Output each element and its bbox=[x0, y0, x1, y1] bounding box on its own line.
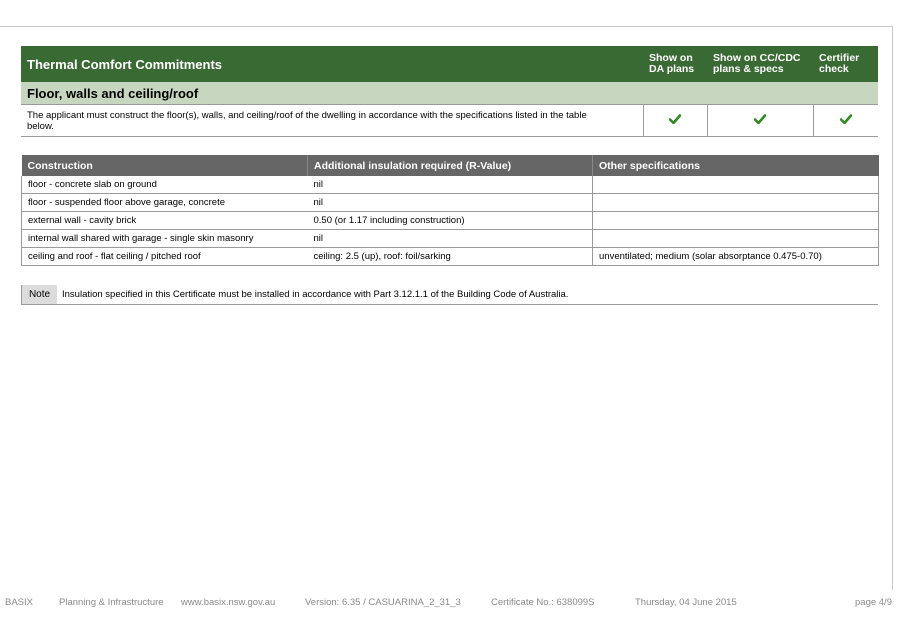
subheading: Floor, walls and ceiling/roof bbox=[21, 82, 878, 105]
footer-certificate-number: Certificate No.: 638099S bbox=[491, 597, 595, 608]
table-row bbox=[22, 194, 879, 212]
construction-cell: floor - concrete slab on ground bbox=[22, 176, 308, 194]
commitments-header-row bbox=[21, 46, 878, 82]
table-row bbox=[22, 176, 879, 194]
table-row bbox=[22, 230, 879, 248]
insulation-cell: nil bbox=[308, 194, 593, 212]
col-certifier-check: Certifier check bbox=[813, 46, 878, 82]
construction-cell: floor - suspended floor above garage, concrete bbox=[22, 194, 308, 212]
insulation-cell: 0.50 (or 1.17 including construction) bbox=[308, 212, 593, 230]
construction-cell: ceiling and roof - flat ceiling / pitched roof bbox=[22, 248, 308, 266]
header-construction: Construction bbox=[22, 155, 308, 176]
commitment-description: The applicant must construct the floor(s), walls, and ceiling/roof of the dwelling in accordance with the specifications listed in the table below. bbox=[21, 105, 643, 137]
construction-table bbox=[21, 155, 879, 266]
page-border-right bbox=[892, 26, 893, 590]
header-other-specifications: Other specifications bbox=[593, 155, 879, 176]
footer-date: Thursday, 04 June 2015 bbox=[635, 597, 737, 608]
section-title: Thermal Comfort Commitments bbox=[21, 46, 643, 82]
note-label: Note bbox=[21, 285, 57, 304]
col-show-on-cc-cdc-plans: Show on CC/CDC plans & specs bbox=[707, 46, 813, 82]
note-box bbox=[21, 285, 878, 305]
footer-version: Version: 6.35 / CASUARINA_2_31_3 bbox=[305, 597, 461, 608]
commitments-body-row bbox=[21, 105, 878, 137]
page-border-top bbox=[0, 26, 893, 27]
footer-department: Planning & Infrastructure bbox=[59, 597, 164, 608]
construction-header-row bbox=[22, 155, 879, 176]
table-row bbox=[22, 212, 879, 230]
insulation-cell: nil bbox=[308, 176, 593, 194]
other-spec-cell bbox=[593, 176, 879, 194]
cc-plans-check-cell bbox=[707, 105, 813, 137]
check-icon bbox=[754, 114, 766, 124]
certifier-check-cell bbox=[813, 105, 878, 137]
col-show-on-da-plans: Show on DA plans bbox=[643, 46, 707, 82]
construction-cell: external wall - cavity brick bbox=[22, 212, 308, 230]
da-plans-check-cell bbox=[643, 105, 707, 137]
commitments-subheading-row bbox=[21, 82, 878, 105]
table-row bbox=[22, 248, 879, 266]
other-spec-cell: unventilated; medium (solar absorptance 0.475-0.70) bbox=[593, 248, 879, 266]
insulation-cell: ceiling: 2.5 (up), roof: foil/sarking bbox=[308, 248, 593, 266]
thermal-comfort-commitments-table bbox=[21, 46, 878, 137]
footer-page-number: page 4/9 bbox=[855, 597, 892, 608]
check-icon bbox=[669, 114, 681, 124]
insulation-cell: nil bbox=[308, 230, 593, 248]
note-text: Insulation specified in this Certificate must be installed in accordance with Part 3.12.1.1 of the Building Code of Australia. bbox=[62, 289, 569, 300]
footer-product: BASIX bbox=[5, 597, 33, 608]
header-additional-insulation: Additional insulation required (R-Value) bbox=[308, 155, 593, 176]
check-icon bbox=[840, 114, 852, 124]
other-spec-cell bbox=[593, 230, 879, 248]
other-spec-cell bbox=[593, 212, 879, 230]
other-spec-cell bbox=[593, 194, 879, 212]
footer-website[interactable]: www.basix.nsw.gov.au bbox=[181, 597, 276, 608]
construction-cell: internal wall shared with garage - single skin masonry bbox=[22, 230, 308, 248]
